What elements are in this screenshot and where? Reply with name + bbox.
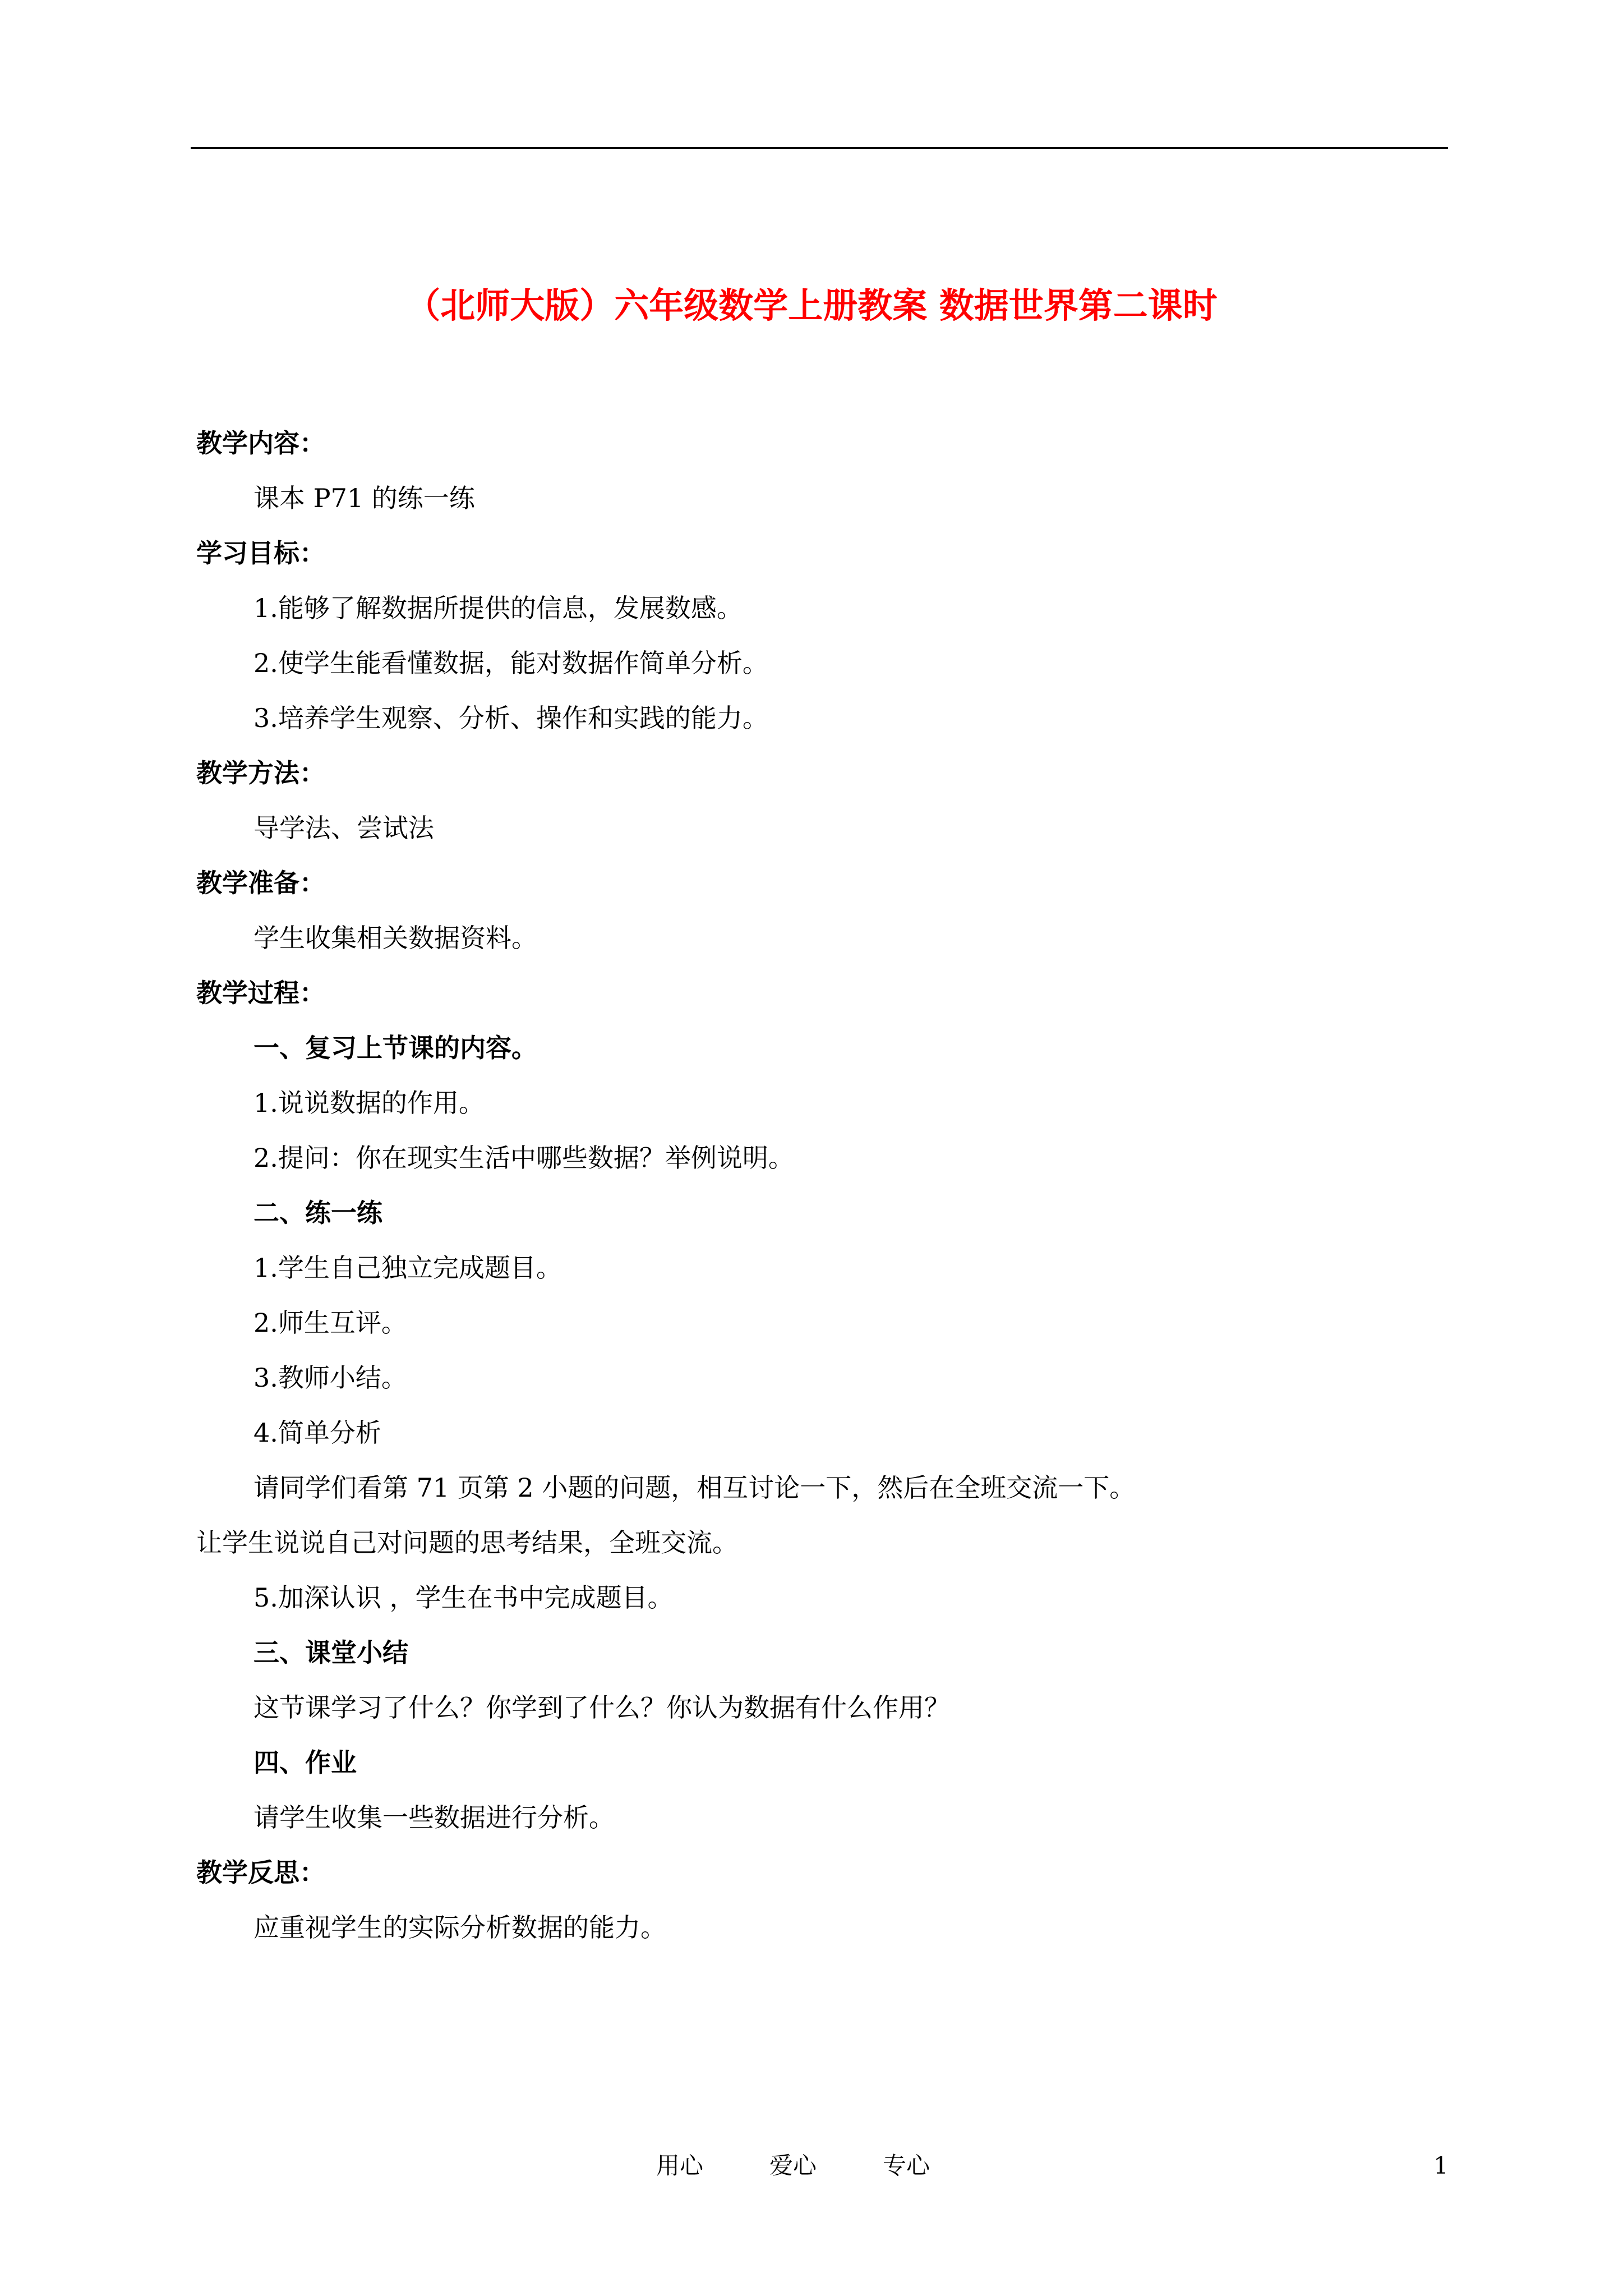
content-text: 课本 P71 的练一练 bbox=[253, 483, 475, 513]
process-part4-title: 四、作业 bbox=[253, 1747, 357, 1778]
process-part2-paragraph-line2: 让学生说说自己对问题的思考结果，全班交流。 bbox=[196, 1527, 738, 1558]
section-heading-goals: 学习目标： bbox=[196, 538, 325, 568]
process-part2-item: 3.教师小结。 bbox=[253, 1363, 407, 1393]
goal-item: 2.使学生能看懂数据，能对数据作简单分析。 bbox=[253, 648, 768, 678]
process-part3-text: 这节课学习了什么？你学到了什么？你认为数据有什么作用？ bbox=[253, 1692, 950, 1723]
goal-item: 1.能够了解数据所提供的信息，发展数感。 bbox=[253, 593, 743, 623]
process-part2-paragraph-line1: 请同学们看第 71 页第 2 小题的问题，相互讨论一下，然后在全班交流一下。 bbox=[253, 1473, 1136, 1503]
footer-motto-1: 用心 bbox=[656, 2152, 704, 2179]
process-part2-item: 1.学生自己独立完成题目。 bbox=[253, 1253, 562, 1283]
process-part2-title: 二、练一练 bbox=[253, 1198, 382, 1228]
process-part1-title: 一、复习上节课的内容。 bbox=[253, 1033, 537, 1063]
process-part2-item: 2.师生互评。 bbox=[253, 1308, 407, 1338]
document-title: （北师大版）六年级数学上册教案 数据世界第二课时 bbox=[405, 285, 1218, 326]
goal-item: 3.培养学生观察、分析、操作和实践的能力。 bbox=[253, 703, 768, 733]
reflection-text: 应重视学生的实际分析数据的能力。 bbox=[253, 1912, 666, 1943]
preparation-text: 学生收集相关数据资料。 bbox=[253, 923, 537, 953]
process-part3-title: 三、课堂小结 bbox=[253, 1637, 408, 1668]
process-part1-item: 1.说说数据的作用。 bbox=[253, 1088, 485, 1118]
page-number: 1 bbox=[1433, 2152, 1449, 2179]
method-text: 导学法、尝试法 bbox=[253, 813, 434, 843]
section-heading-content: 教学内容： bbox=[196, 428, 325, 458]
section-heading-preparation: 教学准备： bbox=[196, 868, 325, 898]
footer-motto-2: 爱心 bbox=[769, 2152, 817, 2179]
process-part1-item: 2.提问：你在现实生活中哪些数据？举例说明。 bbox=[253, 1143, 794, 1173]
section-heading-reflection: 教学反思： bbox=[196, 1857, 325, 1888]
process-part2-item5: 5.加深认识 ，学生在书中完成题目。 bbox=[253, 1582, 674, 1613]
process-part2-item: 4.简单分析 bbox=[253, 1418, 381, 1448]
section-heading-method: 教学方法： bbox=[196, 758, 325, 788]
header-rule bbox=[191, 147, 1448, 149]
footer-motto-3: 专心 bbox=[883, 2152, 930, 2179]
process-part4-text: 请学生收集一些数据进行分析。 bbox=[253, 1802, 615, 1833]
section-heading-process: 教学过程： bbox=[196, 978, 325, 1008]
